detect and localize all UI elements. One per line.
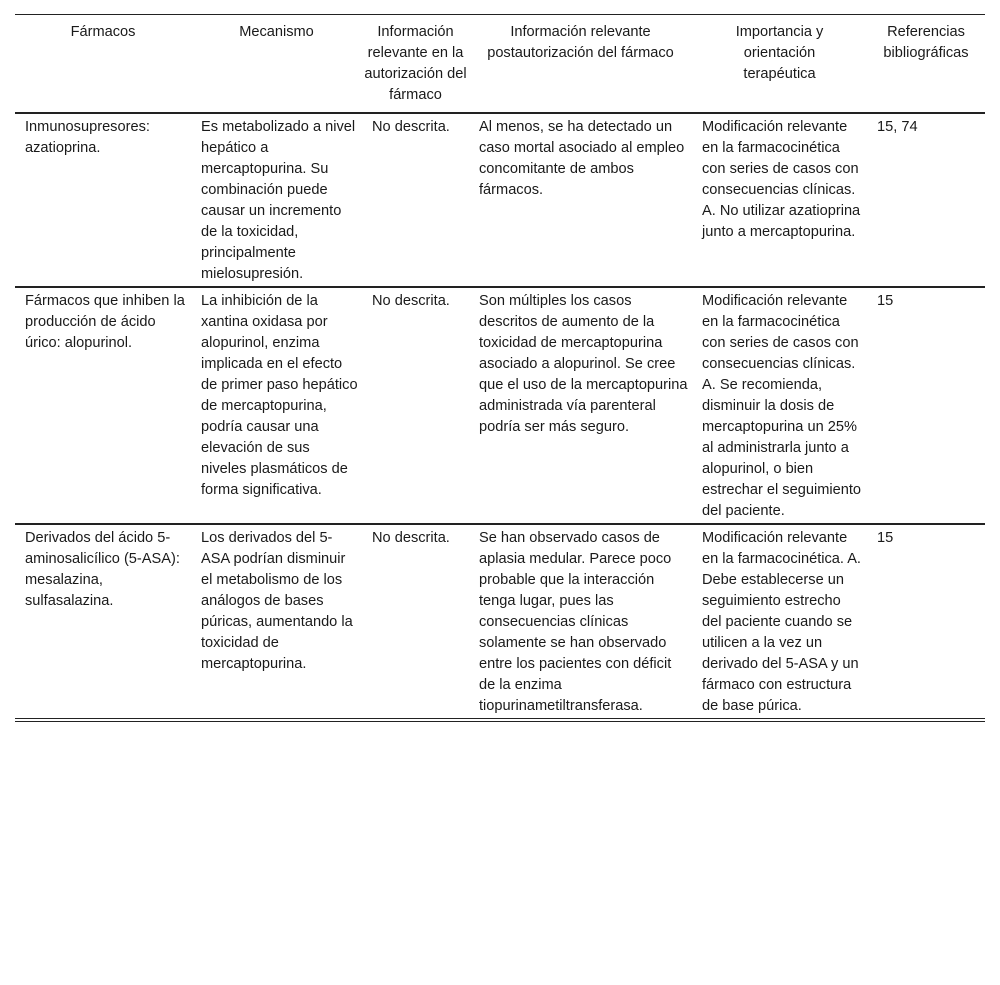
cell-farmacos: Derivados del ácido 5-aminosalicílico (5-ASA): mesalazina, sulfasalazina. (25, 530, 180, 609)
table-row (15, 113, 985, 287)
table-header (15, 15, 985, 114)
header-mecanismo: Mecanismo (239, 24, 314, 40)
cell-farmacos: Fármacos que inhiben la producción de ácido úrico: alopurinol. (25, 293, 185, 351)
cell-importancia: Modificación relevante en la farmacocinética con series de casos con consecuencias clínicas. A. Se recomienda, disminuir la dosis de mercaptopurina un 25% al administrarla junto a alopurinol, o bien estrechar el seguimiento del paciente. (702, 293, 861, 519)
header-row (15, 15, 985, 114)
drug-interaction-table (15, 14, 985, 722)
cell-info-postautorizacion: Son múltiples los casos descritos de aumento de la toxicidad de mercaptopurina asociado a alopurinol. Se cree que el uso de la mercaptopurina administrada vía parenteral podría ser más seguro. (479, 293, 688, 435)
header-importancia: Importancia y orientación terapéutica (735, 24, 824, 82)
cell-mecanismo: Los derivados del 5-ASA podrían disminuir el metabolismo de los análogos de bases púricas, aumentando la toxicidad de mercaptopurina. (201, 530, 353, 672)
cell-referencias: 15 (877, 530, 894, 546)
cell-mecanismo: Es metabolizado a nivel hepático a mercaptopurina. Su combinación puede causar un incremento de la toxicidad, principalmente mielosupresión. (201, 119, 356, 282)
table-row (15, 524, 985, 720)
cell-importancia: Modificación relevante en la farmacocinética. A. Debe establecerse un seguimiento estrecho del paciente cuando se utilicen a la vez un derivado del 5-ASA y un fármaco con estructura de base púrica. (702, 530, 861, 714)
cell-info-autorizacion: No descrita. (372, 530, 450, 546)
cell-importancia: Modificación relevante en la farmacocinética con series de casos con consecuencias clínicas. A. No utilizar azatioprina junto a mercaptopurina. (702, 119, 861, 240)
table-body (15, 113, 985, 720)
cell-mecanismo: La inhibición de la xantina oxidasa por alopurinol, enzima implicada en el efecto de primer paso hepático de mercaptopurina, podría causar una elevación de sus niveles plasmáticos de forma significativa. (201, 293, 358, 498)
cell-info-autorizacion: No descrita. (372, 119, 450, 135)
header-info-autorizacion: Información relevante en la autorización del fármaco (364, 24, 467, 103)
cell-info-postautorizacion: Al menos, se ha detectado un caso mortal asociado al empleo concomitante de ambos fármacos. (479, 119, 685, 198)
header-farmacos: Fármacos (70, 24, 136, 40)
header-info-postautorizacion: Información relevante postautorización del fármaco (487, 24, 674, 61)
cell-referencias: 15, 74 (877, 119, 918, 135)
table-row (15, 287, 985, 524)
cell-farmacos: Inmunosupresores: azatioprina. (25, 119, 150, 156)
cell-info-autorizacion: No descrita. (372, 293, 450, 309)
cell-referencias: 15 (877, 293, 894, 309)
cell-info-postautorizacion: Se han observado casos de aplasia medular. Parece poco probable que la interacción tenga lugar, pues las consecuencias clínicas solamente se han observado entre los pacientes con déficit de la enzima tiopurinametiltransferasa. (479, 530, 672, 714)
header-referencias: Referencias bibliográficas (883, 24, 969, 61)
